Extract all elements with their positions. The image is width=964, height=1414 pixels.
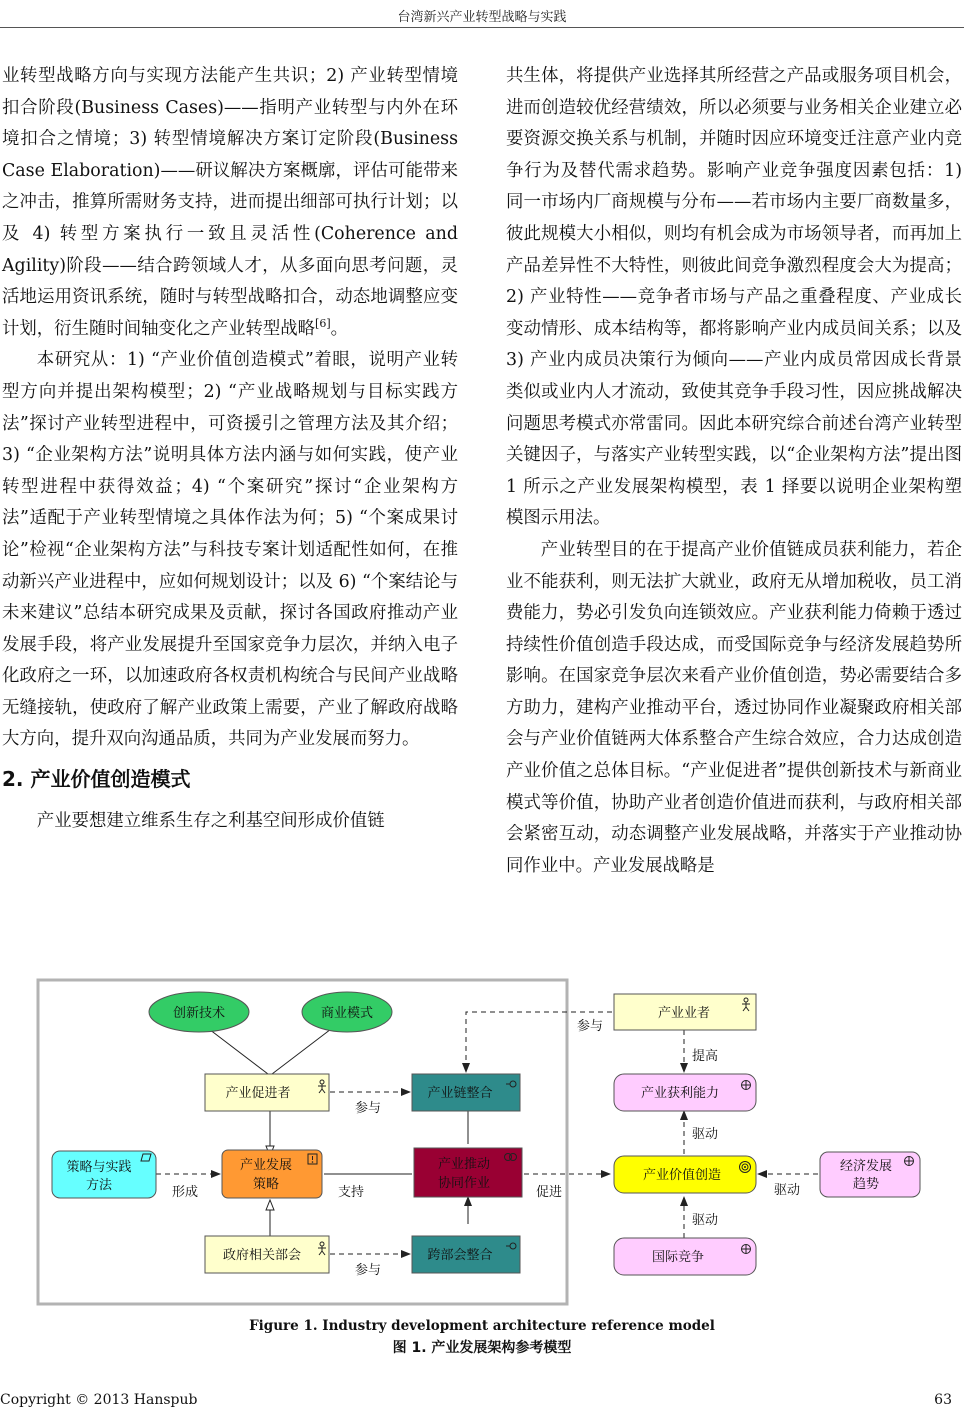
figure-1 <box>0 968 964 1308</box>
goal-icon <box>905 1157 914 1166</box>
node-industry-promoter-label: 产业促进者 <box>225 1086 291 1101</box>
architecture-diagram <box>0 968 964 1308</box>
left-paragraph-2: 本研究从：1) “产业价值创造模式”着眼，说明产业转型方向并提出架构模型；2) “产业战略规划与目标实践方法”探讨产业转型进程中，可资援引之管理方法及其介绍；3) “企业架构方法”说明具体方法内涵与如何实践，使产业转型进程中获得效益；4) “个案研究”探讨“企业架构方法”适配于产业转型情境之具体作法为何；5) “个案成果讨论”检视“企业架构方法”与科技专案计划适配性如何，在推动新兴产业进程中，应如何规划设计；以及 6) “个案结论与未来建议”总结本研究成果及贡献，探讨各国政府推动产业发展手段，将产业发展提升至国家竞争力层次，并纳入电子化政府之一环，以加速政府各权责机构统合与民间产业战略无缝接轨，使政府了解产业政策上需要，产业了解政府战略大方向，提升双向沟通品质，共同为产业发展而努力。 <box>2 350 458 750</box>
node-dev-strategy-label-2: 策略 <box>252 1177 280 1192</box>
edge-label-participate-mid: 参与 <box>355 1101 382 1116</box>
left-paragraph-1-end: 。 <box>330 318 349 339</box>
edge-innovation-to-promoter <box>205 1026 268 1074</box>
running-header: 台湾新兴产业转型战略与实践 <box>397 10 567 25</box>
right-paragraph-1: 共生体，将提供产业选择其所经营之产品或服务项目机会，进而创造较优经营绩效，所以必须要与业务相关企业建立必要资源交换关系与机制，并随时因应环境变迁注意产业内竞争行为及替代需求趋势。影响产业竞争强度因素包括：1) 同一市场内厂商规模与分布——若市场内主要厂商数量多，彼此规模大小相似，则均有机会成为市场领导者，而再加上产品差异性不大特性，则彼此间竞争激烈程度会大为提高；2) 产业特性——竞争者市场与产品之重叠程度、产业成长变动情形、成本结构等，都将影响产业内成员间关系；以及 3) 产业内成员决策行为倾向——产业内成员常因成长背景类似或业内人才流动，致使其竞争手段习性，因应挑战解决问题思考模式亦常雷同。因此本研究综合前述台湾产业转型关键因子，与落实产业转型实践，以“企业架构方法”提出图 1 所示之产业发展架构模型，表 1 择要以说明企业架构塑模图示用法。 <box>506 66 962 529</box>
node-profitability-label: 产业获利能力 <box>640 1086 720 1101</box>
node-intl-competition-label: 国际竞争 <box>651 1250 705 1265</box>
footer-copyright: Copyright © 2013 Hanspub <box>0 1392 198 1408</box>
edge-label-improve: 提高 <box>692 1049 719 1064</box>
node-innovation-tech-label: 创新技术 <box>172 1006 226 1021</box>
node-dev-strategy-label-1: 产业发展 <box>239 1158 293 1173</box>
right-column <box>506 61 962 882</box>
left-column <box>2 61 458 838</box>
edge-label-drive-2: 驱动 <box>774 1183 801 1198</box>
figure-caption-zh: 图 1. 产业发展架构参考模型 <box>392 1340 572 1356</box>
goal-icon <box>742 1081 751 1090</box>
edge-label-participate-top: 参与 <box>577 1019 604 1034</box>
node-industry-player-label: 产业业者 <box>657 1006 711 1021</box>
node-collaboration-label-1: 产业推动 <box>437 1157 491 1172</box>
node-strategy-method-label-2: 方法 <box>85 1178 113 1193</box>
node-econ-trend-label-1: 经济发展 <box>839 1159 893 1174</box>
edge-label-participate-bottom: 参与 <box>355 1263 382 1278</box>
edge-label-form: 形成 <box>172 1185 199 1200</box>
node-cross-dept-label: 跨部会整合 <box>427 1248 493 1263</box>
node-gov-dept-label: 政府相关部会 <box>222 1248 302 1263</box>
right-paragraph-2: 产业转型目的在于提高产业价值链成员获利能力，若企业不能获利，则无法扩大就业，政府无从增加税收，员工消费能力，势必引发负向连锁效应。产业获利能力倚赖于透过持续性价值创造手段达成，而受国际竞争与经济发展趋势所影响。在国家竞争层次来看产业价值创造，势必需要结合多方助力，建构产业推动平台，透过协同作业凝聚政府相关部会与产业价值链两大体系整合产生综合效应，合力达成创造产业价值之总体目标。“产业促进者”提供创新技术与新商业模式等价值，协助产业者创造价值进而获利，与政府相关部会紧密互动，动态调整产业发展战略，并落实于产业推动协同作业中。产业发展战略是 <box>506 539 962 876</box>
figure-caption-en: Figure 1. Industry development architecture reference model <box>249 1318 715 1334</box>
node-business-model-label: 商业模式 <box>320 1006 374 1021</box>
footer-page-number: 63 <box>934 1392 952 1408</box>
node-econ-trend-label-2: 趋势 <box>852 1177 880 1192</box>
goal-icon <box>742 1245 751 1254</box>
header-rule <box>0 27 964 28</box>
edge-label-drive-3: 驱动 <box>692 1213 719 1228</box>
left-paragraph-1-text: 业转型战略方向与实现方法能产生共识；2) 产业转型情境扣合阶段(Business Cases)——指明产业转型与内外在环境扣合之情境；3) 转型情境解决方案订定阶段(Business Case Elaboration)——研议解决方案概廓，评估可能带来之冲击，推算所需财务支持，进而提出细部可执行计划；以及 4) 转型方案执行一致且灵活性(Coherence and Agility)阶段——结合跨领域人才，从多面向思考问题，灵活地运用资讯系统，随时与转型战略扣合，动态地调整应变计划，衍生随时间轴变化之产业转型战略 <box>2 66 458 339</box>
edge-label-drive-1: 驱动 <box>692 1127 719 1142</box>
left-paragraph-3: 产业要想建立维系生存之利基空间形成价值链 <box>36 811 385 832</box>
citation-ref: [6] <box>315 316 331 330</box>
node-collaboration-label-2: 协同作业 <box>437 1176 491 1191</box>
edge-label-support: 支持 <box>338 1185 365 1200</box>
node-strategy-method-label-1: 策略与实践 <box>66 1160 132 1175</box>
node-chain-integration-label: 产业链整合 <box>427 1086 493 1101</box>
section-heading: 2. 产业价值创造模式 <box>2 767 191 792</box>
edge-label-promote: 促进 <box>536 1185 563 1200</box>
node-value-creation-label: 产业价值创造 <box>642 1168 722 1183</box>
edge-model-to-promoter <box>272 1026 335 1074</box>
left-paragraph-1 <box>2 61 458 345</box>
